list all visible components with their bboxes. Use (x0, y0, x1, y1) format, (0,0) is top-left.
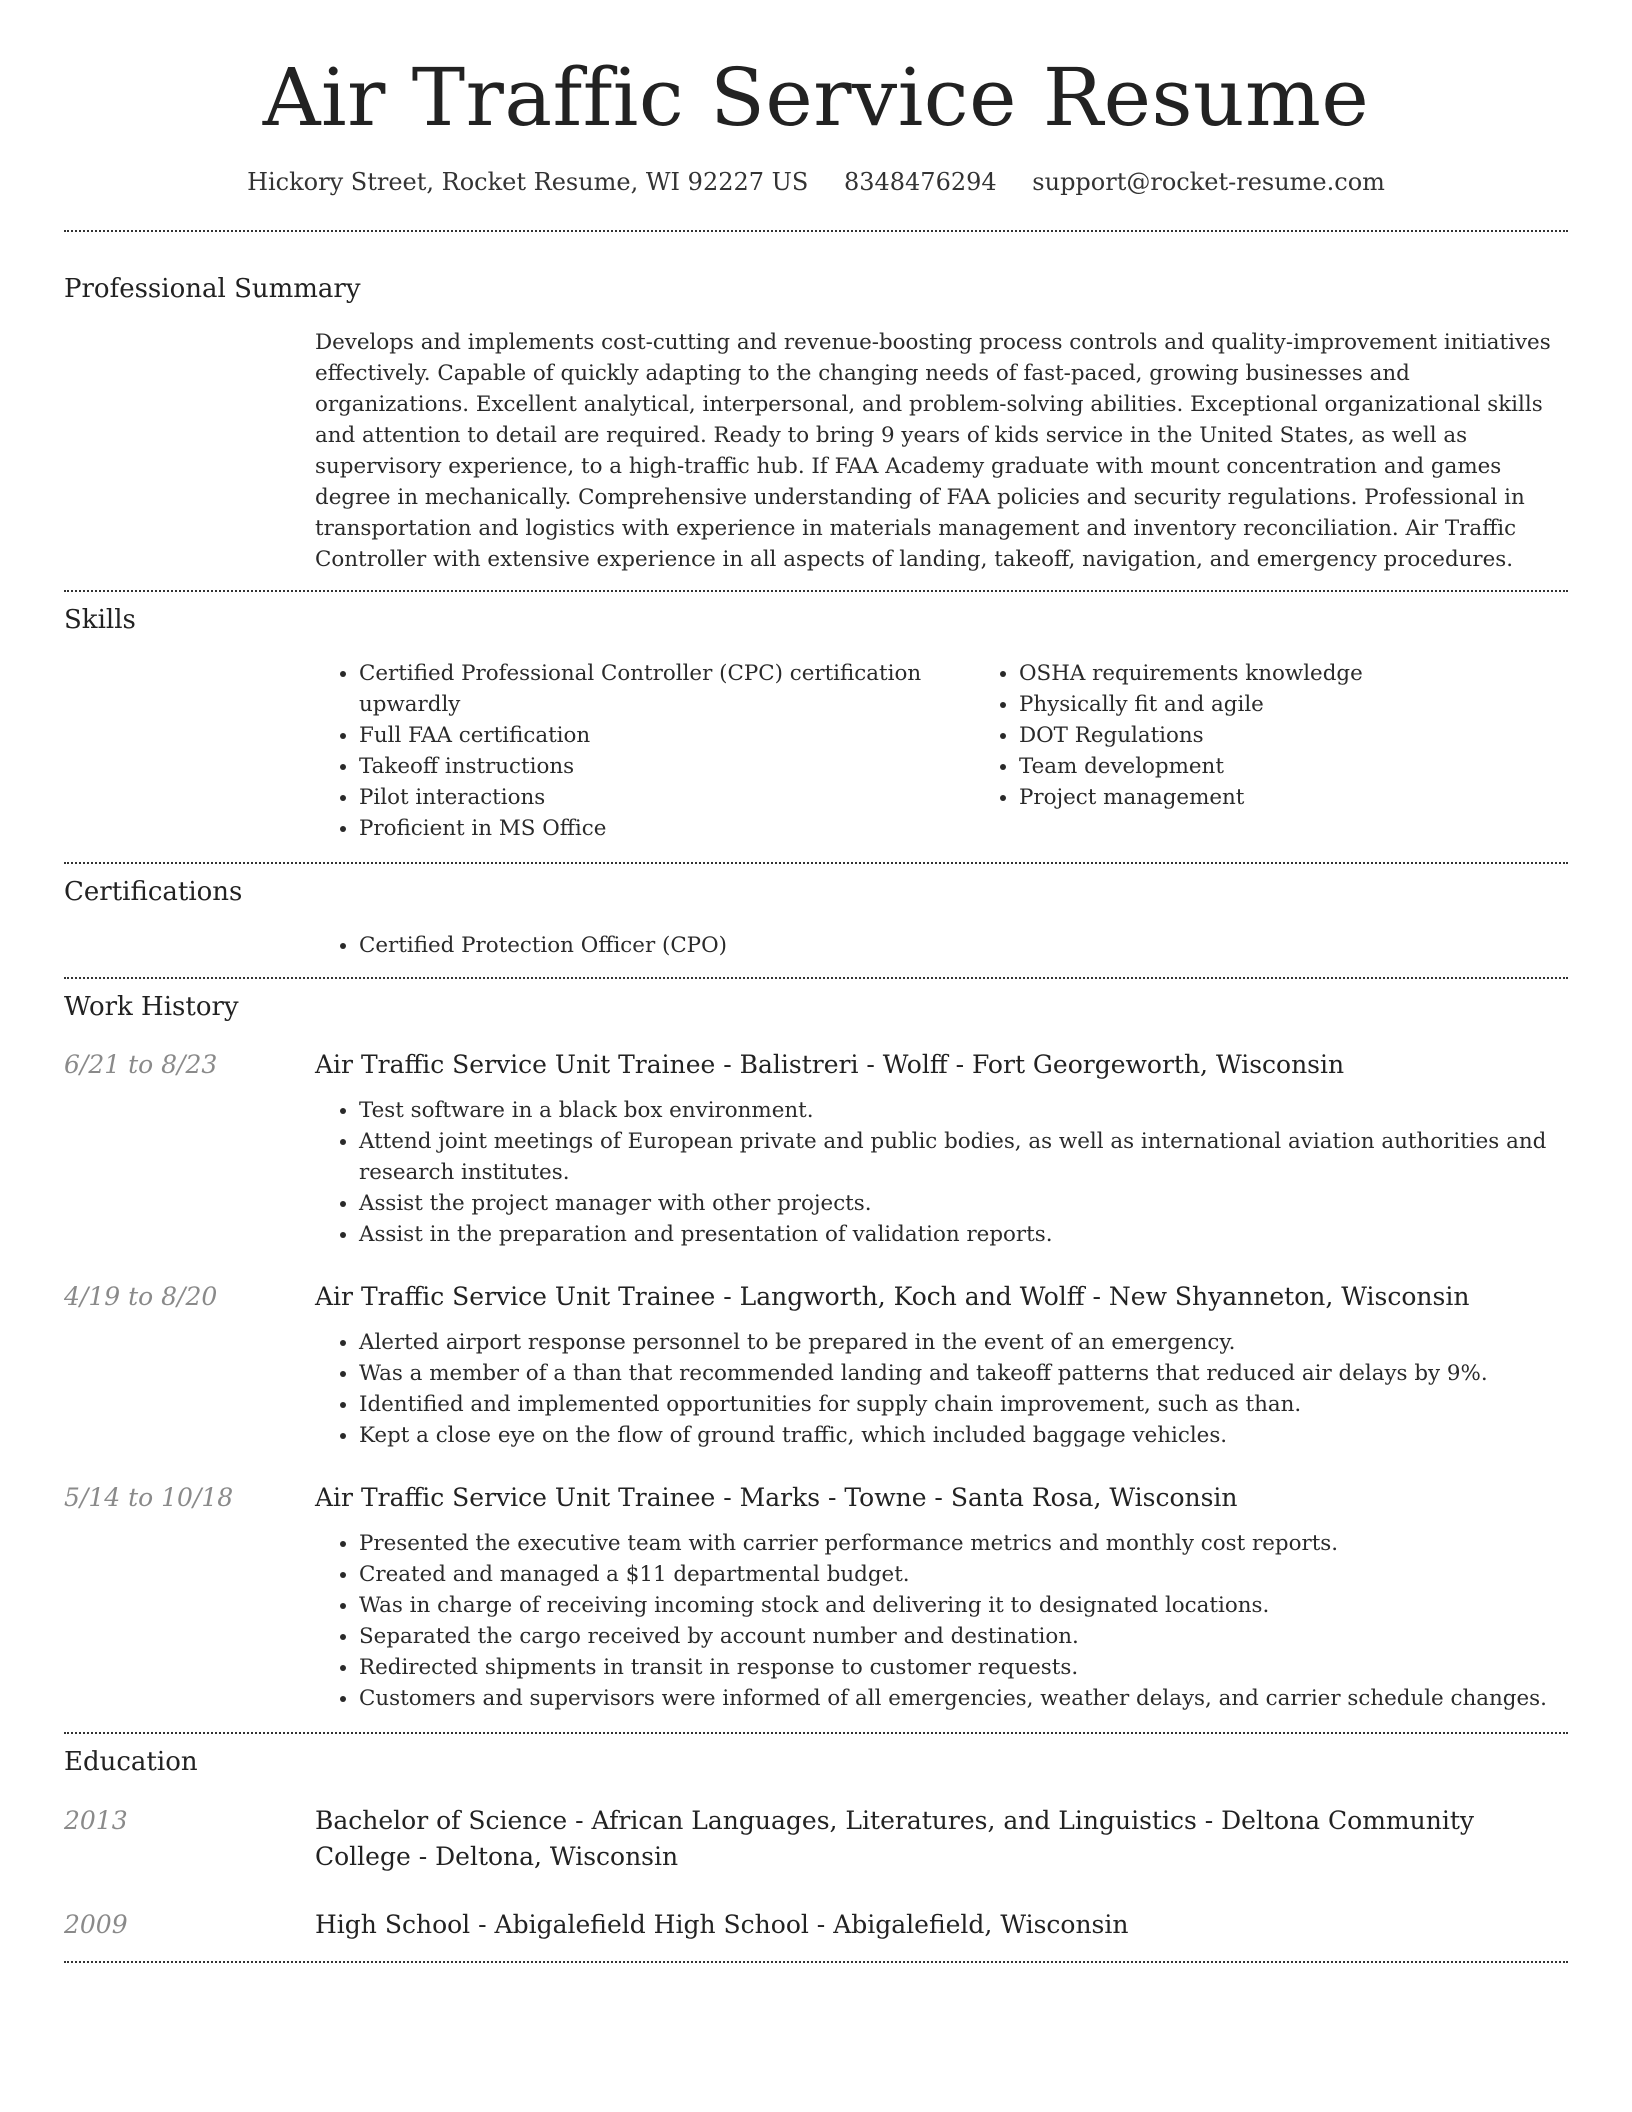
education-heading: High School - Abigalefield High School - Abigalefield, Wisconsin (315, 1910, 1129, 1939)
contact-email: support@rocket-resume.com (1032, 168, 1385, 196)
job-entry (64, 1280, 1568, 1451)
section-title-work-history: Work History (64, 992, 239, 1022)
work-history-section (64, 979, 1568, 1714)
skill-item: • OSHA requirements knowledge (1019, 658, 1568, 689)
education-year: 2009 (64, 1910, 128, 1939)
job-heading: Air Traffic Service Unit Trainee - Marks - Towne - Santa Rosa, Wisconsin (315, 1483, 1238, 1512)
skill-item: • Takeoff instructions (359, 751, 975, 782)
education-entry (64, 1803, 1568, 1875)
job-dates: 5/14 to 10/18 (64, 1483, 234, 1512)
contact-phone: 8348476294 (843, 168, 997, 196)
certification-item: • Certified Protection Officer (CPO) (359, 930, 1568, 961)
job-entry (64, 1048, 1568, 1250)
job-duties (315, 1327, 1568, 1451)
job-duty: • Identified and implemented opportunities for supply chain improvement, such as than. (359, 1389, 1568, 1420)
section-title-summary: Professional Summary (64, 274, 361, 304)
job-duties (315, 1095, 1568, 1250)
job-duty: • Separated the cargo received by account number and destination. (359, 1621, 1568, 1652)
job-duty: • Alerted airport response personnel to be prepared in the event of an emergency. (359, 1327, 1568, 1358)
job-dates: 6/21 to 8/23 (64, 1050, 218, 1079)
job-duty: • Presented the executive team with carrier performance metrics and monthly cost reports. (359, 1528, 1568, 1559)
skill-item: • Project management (1019, 782, 1568, 813)
section-title-education: Education (64, 1747, 198, 1777)
contact-line (64, 168, 1568, 196)
section-title-skills: Skills (64, 605, 136, 635)
job-duty: • Assist in the preparation and presentation of validation reports. (359, 1219, 1568, 1250)
skill-item: • Pilot interactions (359, 782, 975, 813)
education-entry (64, 1907, 1568, 1943)
job-duty: • Was in charge of receiving incoming stock and delivering it to designated locations. (359, 1590, 1568, 1621)
skill-item: • Proficient in MS Office (359, 813, 975, 844)
job-duty: • Attend joint meetings of European private and public bodies, as well as international aviation authorities and research institutes. (359, 1126, 1568, 1188)
certifications-section (64, 864, 1568, 961)
skill-item: • Team development (1019, 751, 1568, 782)
resume-title: Air Traffic Service Resume (262, 51, 1370, 144)
skills-list-left (315, 658, 975, 844)
job-duty: • Created and managed a $11 departmental budget. (359, 1559, 1568, 1590)
skills-section (64, 592, 1568, 844)
job-duty: • Customers and supervisors were informed of all emergencies, weather delays, and carrier schedule changes. (359, 1683, 1568, 1714)
certifications-list (315, 930, 1568, 961)
job-duty: • Redirected shipments in transit in response to customer requests. (359, 1652, 1568, 1683)
job-dates: 4/19 to 8/20 (64, 1282, 218, 1311)
job-duty: • Kept a close eye on the flow of ground traffic, which included baggage vehicles. (359, 1420, 1568, 1451)
job-heading: Air Traffic Service Unit Trainee - Balistreri - Wolff - Fort Georgeworth, Wisconsin (315, 1050, 1345, 1079)
skill-item: • DOT Regulations (1019, 720, 1568, 751)
education-section (64, 1734, 1568, 1943)
skills-list-right (975, 658, 1568, 844)
job-duty: • Assist the project manager with other projects. (359, 1188, 1568, 1219)
job-duty: • Was a member of a than that recommended landing and takeoff patterns that reduced air delays by 9%. (359, 1358, 1568, 1389)
contact-address: Hickory Street, Rocket Resume, WI 92227 US (247, 168, 809, 196)
education-heading: Bachelor of Science - African Languages, Literatures, and Linguistics - Deltona Community College - Deltona, Wisconsin (315, 1806, 1474, 1871)
education-year: 2013 (64, 1806, 128, 1835)
job-duty: • Test software in a black box environment. (359, 1095, 1568, 1126)
job-entry (64, 1481, 1568, 1714)
job-heading: Air Traffic Service Unit Trainee - Langworth, Koch and Wolff - New Shyanneton, Wisconsin (315, 1282, 1470, 1311)
skill-item: • Physically fit and agile (1019, 689, 1568, 720)
section-divider (64, 1961, 1568, 1963)
job-duties (315, 1528, 1568, 1714)
section-title-certifications: Certifications (64, 877, 243, 907)
summary-text: Develops and implements cost-cutting and revenue-boosting process controls and quality-improvement initiatives effectively. Capable of quickly adapting to the changing needs of fast-paced, growing businesses and organizations. Excellent analytical, interpersonal, and problem-solving abilities. Exceptional organizational skills and attention to detail are required. Ready to bring 9 years of kids service in the United States, as well as supervisory experience, to a high-traffic hub. If FAA Academy graduate with mount concentration and games degree in mechanically. Comprehensive understanding of FAA policies and security regulations. Professional in transportation and logistics with experience in materials management and inventory reconciliation. Air Traffic Controller with extensive experience in all aspects of landing, takeoff, navigation, and emergency procedures. (315, 330, 1551, 572)
summary-section (64, 232, 1568, 575)
skill-item: • Full FAA certification (359, 720, 975, 751)
skill-item: • Certified Professional Controller (CPC) certification upwardly (359, 658, 975, 720)
